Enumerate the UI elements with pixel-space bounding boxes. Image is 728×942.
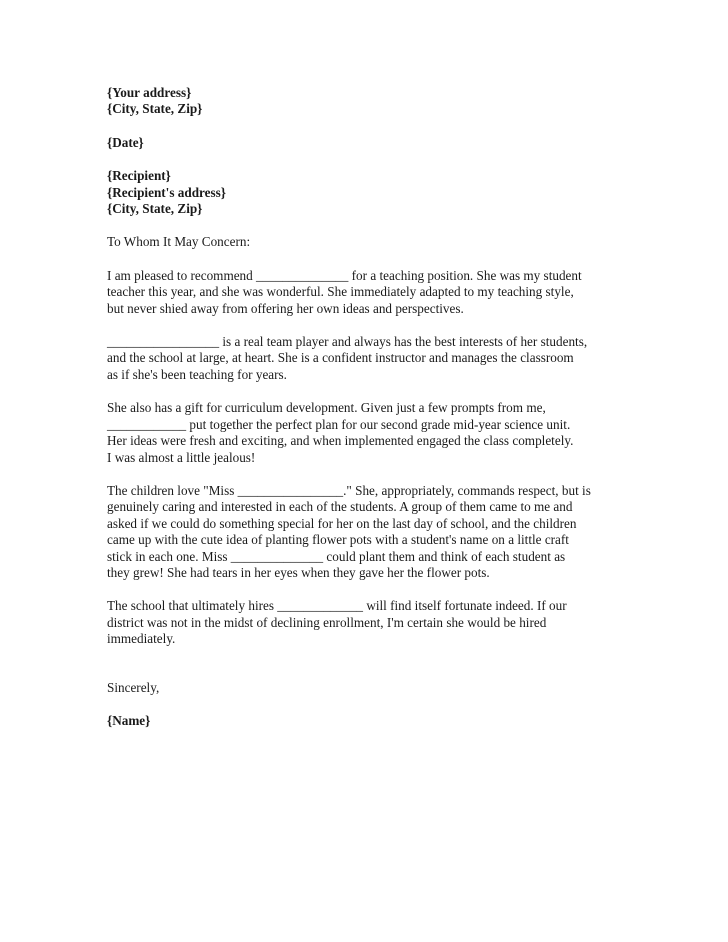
paragraph-line: I was almost a little jealous! (107, 449, 256, 465)
salutation (107, 234, 627, 250)
signature-name: {Name} (107, 712, 151, 728)
recommendation-letter (107, 85, 627, 729)
closing-text: Sincerely, (107, 679, 160, 695)
paragraph-line: The school that ultimately hires _____________ will find itself fortunate indeed. If our (107, 598, 567, 614)
paragraph-line: Her ideas were fresh and exciting, and when implemented engaged the class completely. (107, 433, 574, 449)
recipient-block (107, 168, 627, 217)
paragraph-line: The children love "Miss ________________." She, appropriately, commands respect, but is (107, 482, 591, 498)
paragraph-line: district was not in the midst of declining enrollment, I'm certain she would be hired (107, 614, 547, 630)
paragraph-line: and the school at large, at heart. She is a confident instructor and manages the classroom (107, 350, 574, 366)
paragraph-line: _________________ is a real team player and always has the best interests of her students, (107, 334, 588, 350)
salutation-text: To Whom It May Concern: (107, 234, 251, 250)
paragraph-line: they grew! She had tears in her eyes when they gave her the flower pots. (107, 564, 490, 580)
closing (107, 680, 627, 696)
paragraph-2 (107, 334, 627, 383)
recipient-city-state-zip: {City, State, Zip} (107, 201, 203, 217)
sender-address: {Your address} (107, 85, 192, 100)
paragraph-line: She also has a gift for curriculum development. Given just a few prompts from me, (107, 400, 546, 416)
paragraph-line: but never shied away from offering her own ideas and perspectives. (107, 300, 464, 316)
paragraph-line: as if she's been teaching for years. (107, 366, 287, 382)
paragraph-line: genuinely caring and interested in each of the students. A group of them came to me and (107, 499, 573, 515)
paragraph-4 (107, 483, 627, 581)
paragraph-3 (107, 400, 627, 466)
paragraph-line: stick in each one. Miss ______________ could plant them and think of each student as (107, 548, 566, 564)
recipient-name: {Recipient} (107, 168, 171, 184)
paragraph-line: teacher this year, and she was wonderful. She immediately adapted to my teaching style, (107, 284, 574, 300)
signature (107, 713, 627, 729)
paragraph-1 (107, 268, 627, 317)
paragraph-line: I am pleased to recommend ______________ for a teaching position. She was my student (107, 267, 582, 283)
paragraph-line: came up with the cute idea of planting flower pots with a student's name on a little craft (107, 532, 569, 548)
paragraph-line: asked if we could do something special for her on the last day of school, and the children (107, 515, 577, 531)
sender-block (107, 85, 627, 118)
date-line (107, 135, 627, 151)
paragraph-line: immediately. (107, 631, 176, 647)
date: {Date} (107, 134, 144, 150)
recipient-address: {Recipient's address} (107, 184, 226, 200)
sender-city-state-zip: {City, State, Zip} (107, 101, 203, 117)
paragraph-5 (107, 598, 627, 647)
paragraph-line: ____________ put together the perfect plan for our second grade mid-year science unit. (107, 416, 571, 432)
